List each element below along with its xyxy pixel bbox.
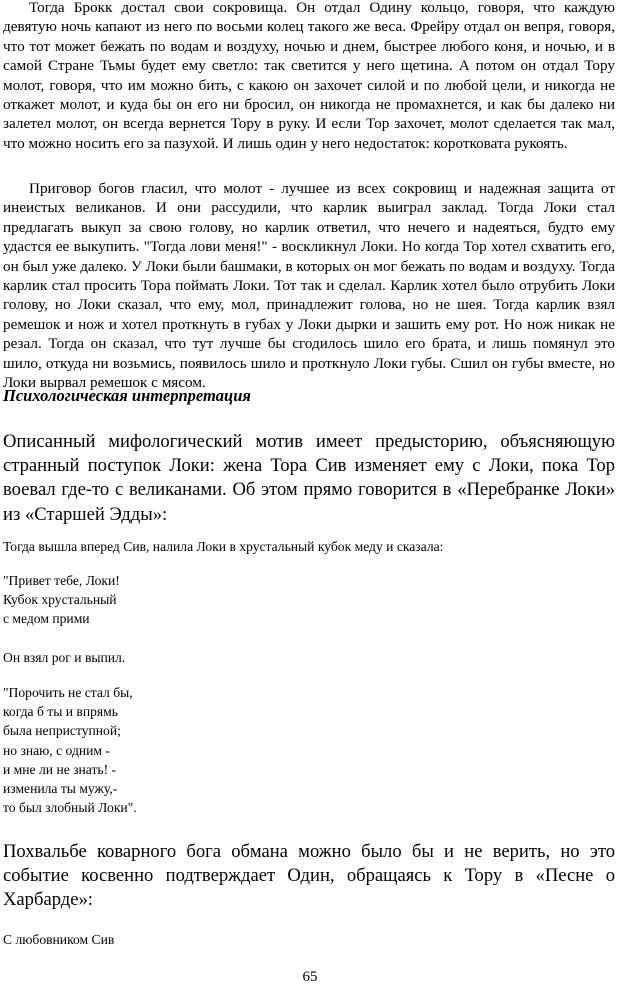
verse-line: изменила ты мужу,- [3, 781, 118, 797]
verse-line: была неприступной; [3, 723, 121, 739]
verse-line: с медом прими [3, 611, 90, 627]
story-paragraph-1: Тогда Брокк достал свои сокровища. Он отдал Одину кольцо, говоря, что каждую девятую ночь капают из него по восьми колец такого же веса. Фрейру отдал он вепря, говоря, что тот может бежать по водам и воздуху, ночью и днем, быстрее любого коня, и ночью, и в самой Стране Тьмы будет ему светло: так светится у него щетина. А потом он отдал Тору молот, говоря, что им можно бить, с какою он захочет силой и по любой цели, и никогда не откажет молот, и куда бы он его ни бросил, он никогда не промахнется, и как бы далеко ни залетел молот, он всегда вернется Тору в руку. И если Тор захочет, молот сделается так мал, что можно носить его за пазухой. И лишь один у него недостаток: коротковата рукоять. [3, 0, 615, 152]
section-heading: Психологическая интерпретация [3, 386, 251, 405]
quote-intro: Тогда вышла вперед Сив, налила Локи в хрустальный кубок меду и сказала: [3, 539, 444, 554]
verse-line: когда б ты и впрямь [3, 704, 118, 720]
verse-line: и мне ли не знать! - [3, 761, 117, 777]
verse-start-line: С любовником Сив [3, 932, 115, 947]
verse-line: то был злобный Локи". [3, 800, 137, 816]
interpretation-paragraph: Описанный мифологический мотив имеет предысторию, объясняющую странный поступок Локи: жена Тора Сив изменяет ему с Локи, пока Тор воевал где-то с великанами. Об этом прямо говорится в «Перебранке Локи» из «Старшей Эдды»: [3, 431, 615, 525]
reply-line: Он взял рог и выпил. [3, 650, 126, 665]
verse-line: "Порочить не стал бы, [3, 685, 133, 700]
verse-stanza-1 [3, 571, 120, 629]
page-number: 65 [302, 969, 318, 985]
verse-stanza-2 [3, 683, 137, 817]
verse-line: "Привет тебе, Локи! [3, 573, 120, 588]
story-paragraph-2: Приговор богов гласил, что молот - лучшее из всех сокровищ и надежная защита от инеистых великанов. И они рассудили, что карлик выиграл заклад. Тогда Локи стал предлагать выкуп за свою голову, но карлик ответил, что нечего и надеяться, будто ему удастся ее выкупить. "Тогда лови меня!" - воскликнул Локи. Но когда Тор хотел схватить его, он был уже далеко. У Локи были башмаки, в которых он мог бежать по водам и воздуху. Тогда карлик стал просить Тора поймать Локи. Тот так и сделал. Карлик хотел было отрубить Локи голову, но Локи сказал, что ему, мол, принадлежит голова, но не шея. Тогда карлик взял ремешок и нож и хотел проткнуть в губах у Локи дырки и зашить ему рот. Но нож никак не резал. Тогда он сказал, что тут лучше бы сгодилось шило его брата, и лишь помянул это шило, откуда ни возьмись, появилось шило и проткнуло Локи губы. Сшил он губы вместе, но Локи вырвал ремешок с мясом. [3, 180, 615, 392]
verse-line: Кубок хрустальный [3, 592, 117, 608]
conclusion-paragraph: Похвальбе коварного бога обмана можно было бы и не верить, но это событие косвенно подтверждает Один, обращаясь к Тору в «Песне о Харбарде»: [3, 841, 615, 911]
verse-line: но знаю, с одним - [3, 742, 110, 758]
